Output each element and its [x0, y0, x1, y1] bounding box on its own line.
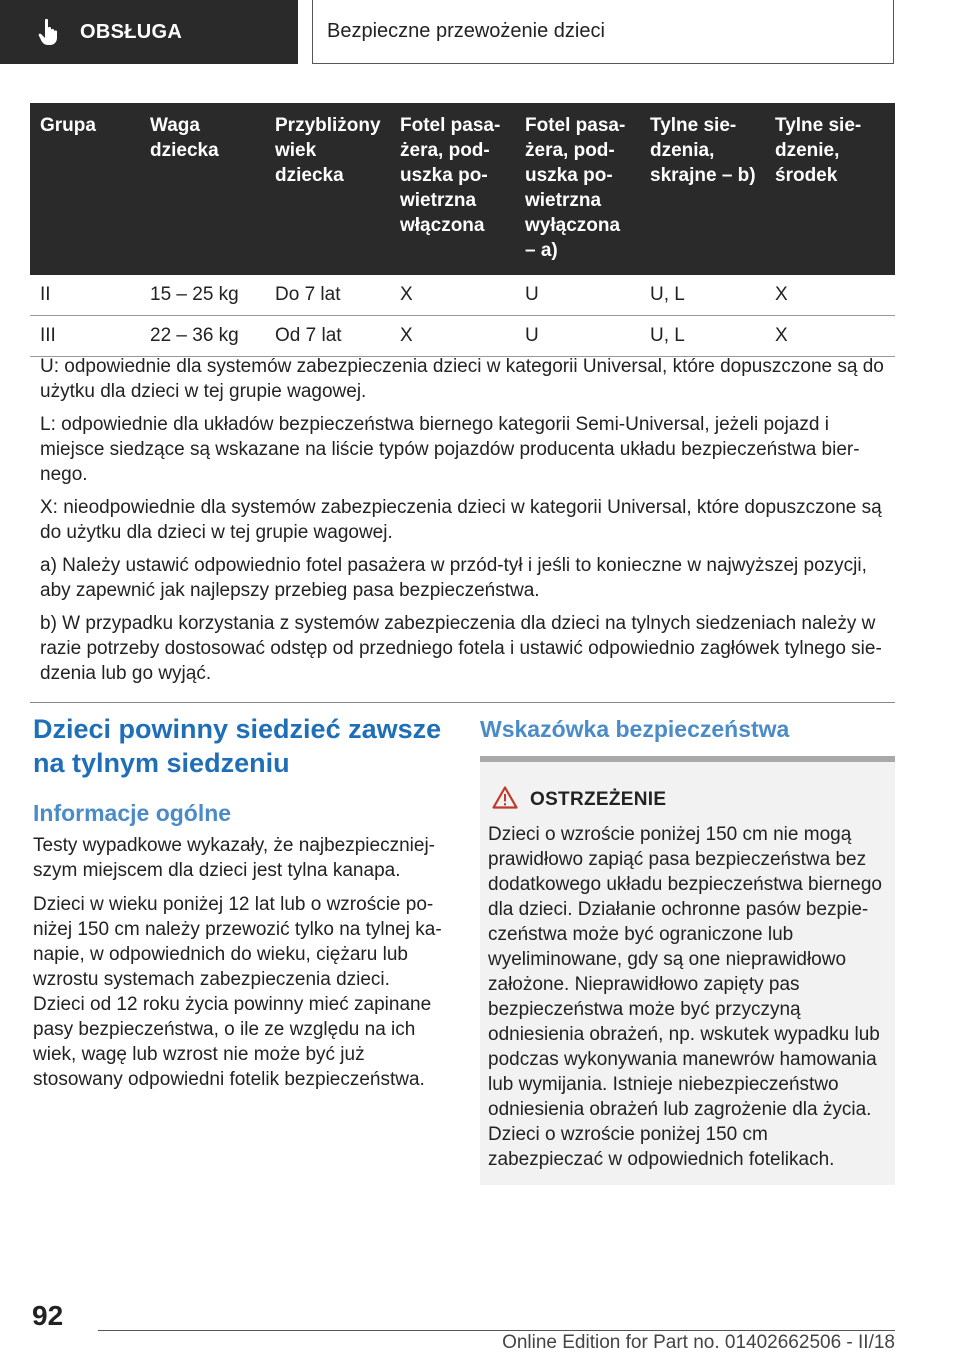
page-number: 92	[32, 1300, 64, 1331]
paragraph: Dzieci w wieku poniżej 12 lat lub o wzroście poniżej 150 cm należy przewozić tylko na tylnej kanapie, w odpowiednich do wieku, ciężaru lub wzrostu systemach zabezpieczenia dzieci. Dzieci od 12 roku życia powinny mieć zapinane pasy bezpieczeństwa, o ile ze względu na ich wiek, wagę lub wzrost nie może być już stosowany odpowiedni fotelik bezpieczeństwa.	[33, 894, 442, 1090]
table-cell: X	[765, 275, 895, 316]
warning-label: OSTRZEŻENIE	[530, 789, 667, 810]
footer-divider	[98, 1330, 895, 1331]
subsection-heading: Informacje ogólne	[33, 800, 232, 826]
table-cell: U	[515, 275, 640, 316]
table-cell: U	[515, 316, 640, 357]
hand-pointer-icon	[38, 17, 64, 47]
left-column	[33, 712, 445, 1101]
table-cell: U, L	[640, 275, 765, 316]
chapter-tab	[312, 0, 894, 64]
column-header: Fotel pasażera, poduszka powietrzna włączona	[390, 103, 515, 275]
table-cell: U, L	[640, 316, 765, 357]
section-tab	[0, 0, 298, 64]
right-column	[480, 712, 895, 746]
warning-header	[492, 786, 887, 814]
chapter-title: Bezpieczne przewożenie dzieci	[327, 20, 605, 42]
note-a: a) Należy ustawić odpowiednio fotel pasażera w przód-tył i jeśli to konieczne w najwyższej pozycji, aby zapewnić jak najlepszy przebieg pasa bezpieczeństwa.	[40, 555, 867, 601]
column-header: Waga dziecka	[140, 103, 265, 275]
paragraph: Testy wypadkowe wykazały, że najbezpieczniejszym miejscem dla dzieci jest tylna kanapa.	[33, 835, 435, 881]
table-header-row	[30, 103, 895, 275]
column-header: Tylne siedzenie, środek	[765, 103, 895, 275]
column-header: Grupa	[30, 103, 140, 275]
safety-note-heading: Wskazówka bezpieczeństwa	[480, 716, 790, 742]
table-cell: III	[30, 316, 140, 357]
table-cell: 22 – 36 kg	[140, 316, 265, 357]
table-cell: X	[390, 316, 515, 357]
note-semi-universal: L: odpowiednie dla układów bezpieczeństwa biernego kategorii Semi-Universal, jeżeli pojazd i miejsce siedzące są wskazane na liście typów pojazdów producenta układu bezpieczeństwa biernego.	[40, 414, 860, 485]
child-seat-table	[30, 103, 895, 357]
note-universal: U: odpowiednie dla systemów zabezpieczenia dzieci w kategorii Universal, które dopuszczone są do użytku dla dzieci w tej grupie wagowej.	[40, 356, 884, 402]
table-cell: II	[30, 275, 140, 316]
table-cell: X	[390, 275, 515, 316]
table-cell: Od 7 lat	[265, 316, 390, 357]
section-heading: Dzieci powinny siedzieć zawsze na tylnym siedzeniu	[33, 714, 442, 778]
table-cell: 15 – 25 kg	[140, 275, 265, 316]
warning-text: Dzieci o wzroście poniżej 150 cm nie mogą prawidłowo zapiąć pasa bezpieczeństwa bez dodatkowego układu bezpieczeństwa biernego dla dzieci. Działanie ochronne pasów bezpieczeństwa może być ograniczone lub wyeliminowane, gdy są one nieprawidłowo założone. Nieprawidłowo zapięty pas bezpieczeństwa może być przyczyną odniesienia obrażeń, np. wskutek wypadku lub podczas wykonywania manewrów hamowania lub wymijania. Istnieje niebezpieczeństwo odniesienia obrażeń lub zagrożenie dla życia. Dzieci o wzroście poniżej 150 cm zabezpieczać w odpowiednich fotelikach.	[488, 824, 882, 1170]
table-notes	[30, 350, 895, 703]
section-label: OBSŁUGA	[80, 20, 183, 43]
note-unsuitable: X: nieodpowiednie dla systemów zabezpieczenia dzieci w kategorii Universal, które dopuszczone są do użytku dla dzieci w tej grupie wagowej.	[40, 497, 882, 543]
footer-edition: Online Edition for Part no. 01402662506 - II/18	[502, 1332, 895, 1353]
column-header: Przybliżony wiek dziecka	[265, 103, 390, 275]
column-header: Tylne siedzenia, skrajne – b)	[640, 103, 765, 275]
column-header: Fotel pasażera, poduszka powietrzna wyłączona – a)	[515, 103, 640, 275]
table-row	[30, 275, 895, 316]
table-cell: Do 7 lat	[265, 275, 390, 316]
note-b: b) W przypadku korzystania z systemów zabezpieczenia dla dzieci na tylnych siedzeniach należy w razie potrzeby dostosować odstęp od przedniego fotela i ustawić odpowiednio zagłówek tylnego siedzenia lub go wyjąć.	[40, 613, 882, 684]
warning-triangle-icon	[492, 786, 518, 814]
table-cell: X	[765, 316, 895, 357]
warning-box	[480, 756, 895, 1185]
